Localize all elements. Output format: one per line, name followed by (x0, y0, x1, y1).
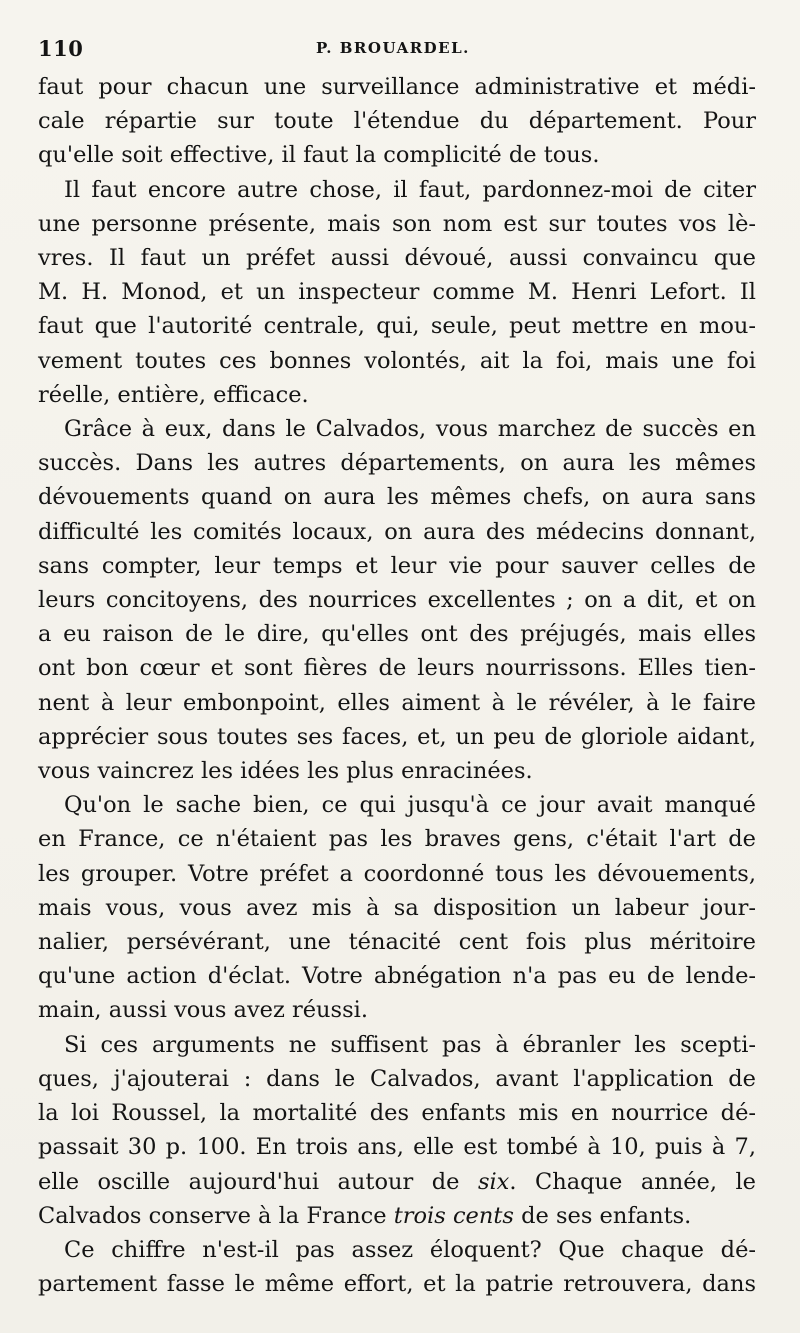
text-line: réelle, entière, efficace. (38, 381, 309, 408)
paragraph-2 (38, 173, 756, 412)
text-line: succès. Dans les autres départements, on aura les mêmes (38, 450, 756, 477)
paragraph-4 (38, 788, 756, 1027)
text-line: ont bon cœur et sont fières de leurs nourrissons. Elles tien- (38, 655, 756, 682)
text-line: dévouements quand on aura les mêmes chefs, on aura sans (38, 484, 756, 511)
text-line: passait 30 p. 100. En trois ans, elle est tombé à 10, puis à 7, (38, 1134, 756, 1161)
text-line: qu'elle soit effective, il faut la complicité de tous. (38, 142, 600, 169)
text-line: ques, j'ajouterai : dans le Calvados, avant l'application de (38, 1065, 756, 1092)
text-line: Il faut encore autre chose, il faut, pardonnez-moi de citer (64, 176, 756, 203)
page-header (38, 36, 758, 66)
text-line: cale répartie sur toute l'étendue du département. Pour (38, 108, 756, 135)
page-number: 110 (38, 36, 84, 61)
text-line: qu'une action d'éclat. Votre abnégation n'a pas eu de lende- (38, 963, 756, 990)
text-line: main, aussi vous avez réussi. (38, 997, 368, 1024)
text-line: nent à leur embonpoint, elles aiment à le révéler, à le faire (38, 689, 756, 716)
text-line: a eu raison de le dire, qu'elles ont des préjugés, mais elles (38, 621, 756, 648)
text-line: vous vaincrez les idées les plus enracinées. (38, 758, 533, 785)
text-line: difficulté les comités locaux, on aura des médecins donnant, (38, 518, 756, 545)
paragraph-3 (38, 412, 756, 788)
body-text (38, 70, 756, 1301)
text-line: mais vous, vous avez mis à sa disposition un labeur jour- (38, 894, 756, 921)
text-line: Qu'on le sache bien, ce qui jusqu'à ce jour avait manqué (64, 792, 756, 819)
text-line: la loi Roussel, la mortalité des enfants mis en nourrice dé- (38, 1100, 756, 1127)
paragraph-1 (38, 70, 756, 173)
text-segment: elle oscille aujourd'hui autour de (38, 1168, 478, 1195)
text-line: vement toutes ces bonnes volontés, ait la foi, mais une foi (38, 347, 756, 374)
text-line: les grouper. Votre préfet a coordonné tous les dévouements, (38, 860, 756, 887)
running-head: P. BROUARDEL. (316, 39, 470, 57)
italic-words-trois-cents: trois cents (393, 1202, 514, 1229)
paragraph-5 (38, 1028, 756, 1233)
text-line: sans compter, leur temps et leur vie pour sauver celles de (38, 552, 756, 579)
text-line: Grâce à eux, dans le Calvados, vous marchez de succès en (64, 416, 756, 443)
text-line-with-italic (38, 1199, 756, 1233)
text-line: vres. Il faut un préfet aussi dévoué, aussi convaincu que (38, 245, 756, 272)
text-line: Ce chiffre n'est-il pas assez éloquent? Que chaque dé- (64, 1236, 756, 1263)
text-segment: Calvados conserve à la France (38, 1202, 394, 1229)
text-line: nalier, persévérant, une ténacité cent fois plus méritoire (38, 929, 756, 956)
text-line: une personne présente, mais son nom est sur toutes vos lè- (38, 210, 756, 237)
text-line: partement fasse le même effort, et la patrie retrouvera, dans (38, 1271, 756, 1298)
italic-word-six: six (477, 1168, 510, 1195)
text-line: apprécier sous toutes ses faces, et, un peu de gloriole aidant, (38, 723, 756, 750)
text-line: Si ces arguments ne suffisent pas à ébranler les scepti- (64, 1031, 756, 1058)
text-segment: de ses enfants. (513, 1202, 692, 1229)
text-line: en France, ce n'étaient pas les braves gens, c'était l'art de (38, 826, 756, 853)
text-segment: . Chaque année, le (509, 1168, 756, 1195)
paragraph-6 (38, 1233, 756, 1301)
text-line-with-italic (38, 1165, 756, 1199)
text-line: faut pour chacun une surveillance administrative et médi- (38, 74, 756, 100)
text-line: leurs concitoyens, des nourrices excellentes ; on a dit, et on (38, 587, 756, 614)
text-line: faut que l'autorité centrale, qui, seule, peut mettre en mou- (38, 313, 756, 340)
text-line: M. H. Monod, et un inspecteur comme M. Henri Lefort. Il (38, 279, 756, 306)
